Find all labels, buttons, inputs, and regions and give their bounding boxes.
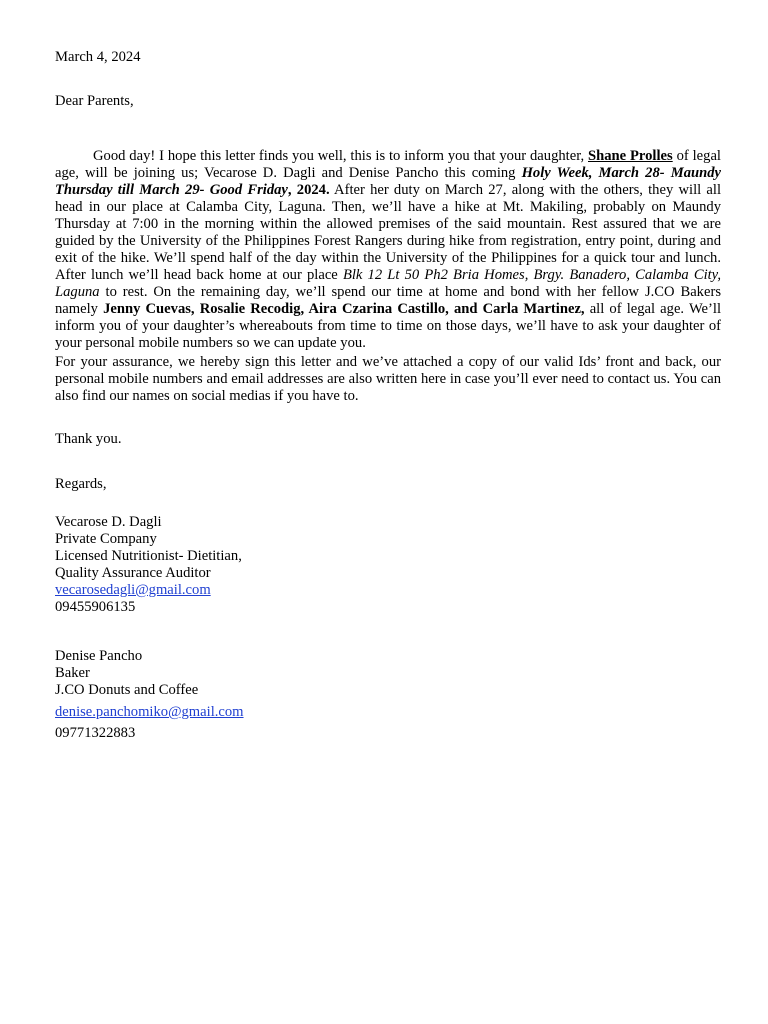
signature-block-1 bbox=[55, 514, 242, 616]
signatory-name: Denise Pancho bbox=[55, 648, 143, 664]
signature-block-2 bbox=[55, 648, 244, 742]
body-text: all of legal age. We’ll inform you of your daughter’s whereabouts from time to time on those days, we’ll have to ask your daughter of your personal mobile numbers so we can update you. bbox=[55, 301, 721, 351]
trip-year: , 2024. bbox=[287, 182, 330, 198]
signatory-role: Quality Assurance Auditor bbox=[55, 565, 211, 581]
signatory-phone: 09771322883 bbox=[55, 725, 136, 741]
closing-line: Regards, bbox=[55, 476, 107, 492]
student-name: Shane Prolles bbox=[588, 148, 673, 164]
body-paragraph-2: For your assurance, we hereby sign this letter and we’ve attached a copy of our valid Ids’ front and back, our personal mobile numbers and email addresses are also written here in case you’ll ever need to contact us. You can also find our names on social medias if you have to. bbox=[55, 354, 721, 404]
body-text: of legal age, will be joining us; Vecarose D. Dagli and Denise Pancho this coming bbox=[55, 148, 721, 181]
home-address: Blk 12 Lt 50 Ph2 Bria Homes, Brgy. Banadero, Calamba City, Laguna bbox=[55, 267, 721, 300]
companion-names: Jenny Cuevas, Rosalie Recodig, Aira Czarina Castillo, and Carla Martinez, bbox=[103, 301, 585, 317]
body-text: After her duty on March 27, along with the others, they will all head in our place at Calamba City, Laguna. Then, we’ll have a hike at Mt. Makiling, probably on Maundy Thursday at 7:00 in the morning within the allowed premises of the said mountain. Rest assured that we are guided by the University of the Philippines Forest Rangers during hike from registration, entry point, during and exit of the hike. We’ll spend half of the day within the University of the Philippines for a quick tour and lunch. After lunch we’ll head back home at our place bbox=[55, 182, 721, 283]
signatory-company: Private Company bbox=[55, 531, 157, 547]
signatory-phone: 09455906135 bbox=[55, 599, 136, 615]
signatory-email-link[interactable]: vecarosedagli@gmail.com bbox=[55, 582, 211, 598]
body-text: to rest. On the remaining day, we’ll spend our time at home and bond with her fellow J.CO Bakers namely bbox=[55, 284, 721, 317]
trip-dates: Holy Week, March 28- Maundy Thursday till March 29- Good Friday bbox=[55, 165, 721, 198]
signatory-company: J.CO Donuts and Coffee bbox=[55, 682, 199, 698]
body-paragraph-1 bbox=[55, 148, 721, 352]
signatory-role: Baker bbox=[55, 665, 90, 681]
signatory-email-link[interactable]: denise.panchomiko@gmail.com bbox=[55, 704, 244, 720]
signatory-name: Vecarose D. Dagli bbox=[55, 514, 162, 530]
body-text: Good day! I hope this letter finds you well, this is to inform you that your daughter, bbox=[93, 148, 588, 164]
salutation: Dear Parents, bbox=[55, 93, 134, 109]
letter-date: March 4, 2024 bbox=[55, 49, 141, 65]
thank-you-line: Thank you. bbox=[55, 431, 122, 447]
signatory-title: Licensed Nutritionist- Dietitian, bbox=[55, 548, 242, 564]
